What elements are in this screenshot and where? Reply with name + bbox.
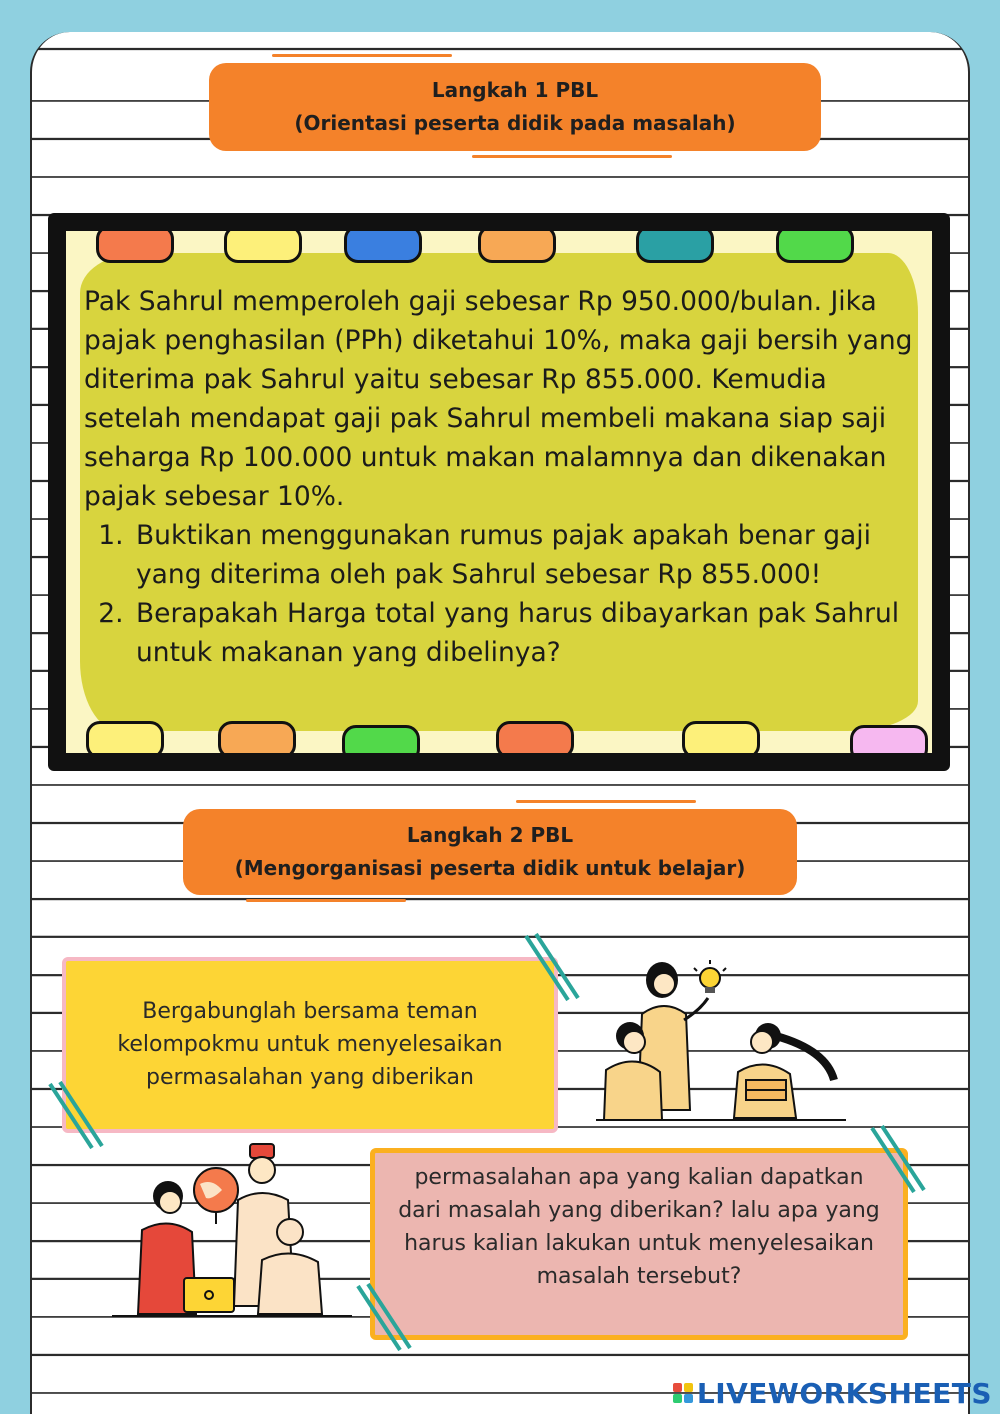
step1-title: Langkah 1 PBL bbox=[431, 78, 599, 102]
decor-slash bbox=[354, 1280, 414, 1360]
decor-slash bbox=[868, 1122, 928, 1202]
step1-subtitle: (Orientasi peserta didik pada masalah) bbox=[294, 111, 736, 135]
question-card bbox=[370, 1148, 908, 1340]
laptop-icon bbox=[184, 1278, 234, 1312]
step2-subtitle: (Mengorganisasi peserta didik untuk belajar) bbox=[234, 856, 746, 880]
question-list bbox=[84, 516, 920, 672]
question-item: 1. Buktikan menggunakan rumus pajak apakah benar gaji yang diterima oleh pak Sahrul sebesar Rp 855.000! bbox=[132, 516, 920, 594]
board-tab bbox=[478, 231, 556, 263]
board-tab bbox=[496, 721, 574, 753]
step1-banner bbox=[212, 66, 818, 148]
students-idea-illustration bbox=[596, 960, 846, 1124]
question-item: 2. Berapakah Harga total yang harus dibayarkan pak Sahrul untuk makanan yang dibelinya? bbox=[132, 594, 920, 672]
instruction-text: Bergabunglah bersama teman kelompokmu untuk menyelesaikan permasalahan yang diberikan bbox=[117, 999, 503, 1090]
board-tab bbox=[344, 231, 422, 263]
board-tab bbox=[636, 231, 714, 263]
liveworksheets-logo bbox=[673, 1383, 693, 1403]
board-tab bbox=[86, 721, 164, 753]
board-tab bbox=[96, 231, 174, 263]
instruction-card bbox=[62, 957, 558, 1133]
problem-paragraph: Pak Sahrul memperoleh gaji sebesar Rp 950.000/bulan. Jika pajak penghasilan (PPh) diketahui 10%, maka gaji bersih yang diterima pak Sahrul yaitu sebesar Rp 855.000. Kemudia setelah mendapat gaji pak Sahrul membeli makana siap saji seharga Rp 100.000 untuk makan malamnya dan dikenakan pajak sebesar 10%. bbox=[84, 286, 913, 512]
lightbulb-icon bbox=[694, 960, 726, 993]
problem-text bbox=[84, 282, 920, 672]
board-tab bbox=[342, 725, 420, 753]
board-tab bbox=[850, 725, 928, 753]
globe-icon bbox=[194, 1168, 238, 1224]
question-text: permasalahan apa yang kalian dapatkan dari masalah yang diberikan? lalu apa yang harus kalian lakukan untuk menyelesaikan masalah tersebut? bbox=[398, 1165, 880, 1289]
step2-banner bbox=[186, 812, 794, 892]
board-tab bbox=[776, 231, 854, 263]
decor-slash bbox=[46, 1078, 106, 1158]
watermark-text: LIVEWORKSHEETS bbox=[696, 1376, 992, 1410]
liveworksheets-watermark bbox=[673, 1376, 992, 1410]
decor-slash bbox=[522, 930, 582, 1010]
board-tab bbox=[682, 721, 760, 753]
students-globe-illustration bbox=[112, 1138, 352, 1320]
step2-title: Langkah 2 PBL bbox=[406, 823, 574, 847]
board-tab bbox=[218, 721, 296, 753]
board-tab bbox=[224, 231, 302, 263]
